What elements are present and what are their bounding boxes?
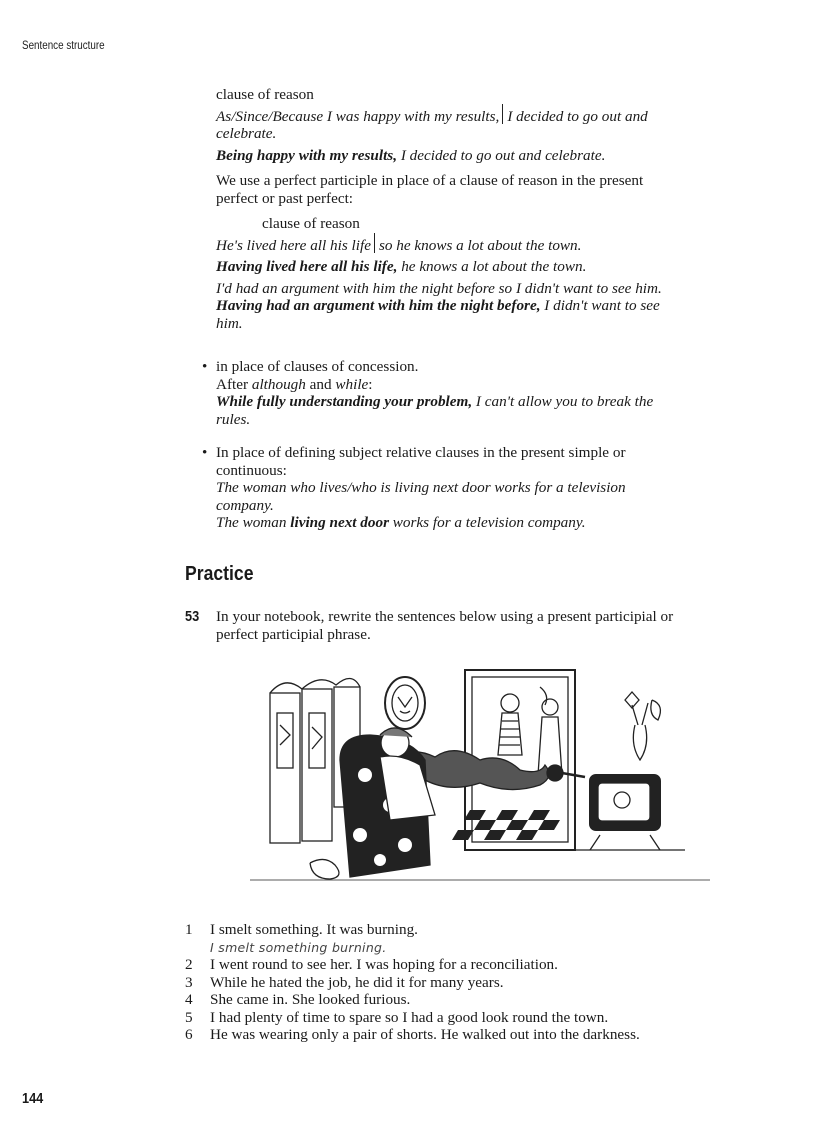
exercise-instruction-line2: perfect participial phrase. (216, 625, 371, 643)
reason-example-d-bold: Having lived here all his life, (216, 258, 398, 275)
concession-word-although: although (251, 375, 306, 393)
reason-example-b-bold: Being happy with my results, (216, 146, 398, 164)
item-text: I went round to see her. I was hoping for a reconciliation. (210, 956, 558, 973)
running-head: Sentence structure (22, 38, 105, 52)
reason-example-c-part1: He's lived here all his life (216, 236, 371, 254)
vase-flowers-icon (625, 692, 660, 760)
cartoon-illustration (240, 665, 715, 905)
reason-example-f-line2: him. (216, 314, 243, 332)
reason-example-a-part1: As/Since/Because I was happy with my results, (216, 107, 500, 125)
example-answer: I smelt something burning. (210, 939, 387, 955)
concession-example (216, 393, 756, 411)
relative-title-line2: continuous: (216, 461, 287, 479)
relative-example-b-bold: living next door (290, 514, 389, 531)
reason-note-line2: perfect or past perfect: (216, 189, 354, 207)
concession-intro-mid: and (305, 375, 336, 393)
exercise-instruction (216, 608, 756, 643)
reason-example-b-rest: I decided to go out and celebrate. (397, 146, 606, 164)
reason-section (216, 86, 756, 332)
relative-title-line1: In place of defining subject relative clauses in the present simple or (216, 444, 626, 461)
relative-example-a-line1: The woman who lives/who is living next door works for a television (216, 479, 626, 496)
reason-note-line1: We use a perfect participle in place of a clause of reason in the present (216, 172, 644, 189)
concession-intro-suffix: : (368, 375, 373, 393)
reason-example-f (216, 297, 756, 315)
reason-example-d (216, 258, 756, 276)
bullet-icon: • (202, 358, 208, 375)
exercise-instruction-line1: In your notebook, rewrite the sentences below using a present participial or (216, 608, 674, 625)
wall-portrait-icon (385, 677, 425, 729)
reason-example-d-rest: he knows a lot about the town. (397, 258, 587, 275)
item-text: I had plenty of time to spare so I had a good look round the town. (210, 1008, 609, 1026)
concession-example-rest: I can't allow you to break the (472, 393, 654, 410)
concession-example-line2: rules. (216, 410, 251, 428)
television-icon (570, 775, 685, 850)
reason-example-a-line2: celebrate. (216, 125, 277, 142)
reason-example-a-part2: I decided to go out and (507, 107, 648, 125)
item-number: 3 (185, 973, 193, 991)
item-text: While he hated the job, he did it for many years. (210, 973, 504, 991)
relative-example-a-line2: company. (216, 496, 274, 514)
item-text: I smelt something. It was burning. (210, 921, 418, 938)
bullet-icon: • (202, 444, 208, 461)
clause-divider (502, 104, 503, 124)
relative-section (202, 444, 756, 532)
reason-label-2: clause of reason (262, 215, 360, 232)
concession-word-while: while (335, 375, 369, 393)
practice-heading: Practice (185, 563, 254, 585)
reason-example-c (216, 233, 756, 255)
reason-label: clause of reason (216, 86, 314, 103)
item-number: 4 (185, 991, 193, 1008)
reason-example-b (216, 147, 756, 165)
reason-example-e: I'd had an argument with him the night before so I didn't want to see him. (216, 279, 662, 297)
concession-title: in place of clauses of concession. (216, 358, 419, 375)
item-text: He was wearing only a pair of shorts. He walked out into the darkness. (210, 1026, 640, 1043)
concession-intro-prefix: After (216, 375, 252, 393)
reason-example-f-rest: I didn't want to see (540, 297, 660, 314)
relative-example-b-post: works for a television company. (389, 514, 586, 531)
item-text: She came in. She looked furious. (210, 991, 411, 1008)
clause-divider (374, 233, 375, 253)
reason-example-f-bold: Having had an argument with him the night before, (216, 297, 541, 314)
reason-example-a (216, 104, 756, 126)
concession-example-bold: While fully understanding your problem, (216, 393, 473, 410)
frying-pan-icon (547, 765, 585, 781)
page-number: 144 (22, 1090, 44, 1107)
item-number: 6 (185, 1026, 193, 1043)
checkered-floor-icon (452, 810, 560, 840)
item-number: 1 (185, 921, 193, 938)
relative-example-b-pre: The woman (216, 514, 291, 531)
pet-icon (310, 859, 339, 879)
concession-section (202, 358, 756, 428)
item-number: 5 (185, 1008, 193, 1026)
reason-example-c-part2: so he knows a lot about the town. (378, 236, 582, 254)
concession-intro (216, 376, 756, 394)
item-number: 2 (185, 956, 193, 973)
relative-example-b (216, 514, 756, 532)
exercise-number: 53 (185, 608, 200, 625)
